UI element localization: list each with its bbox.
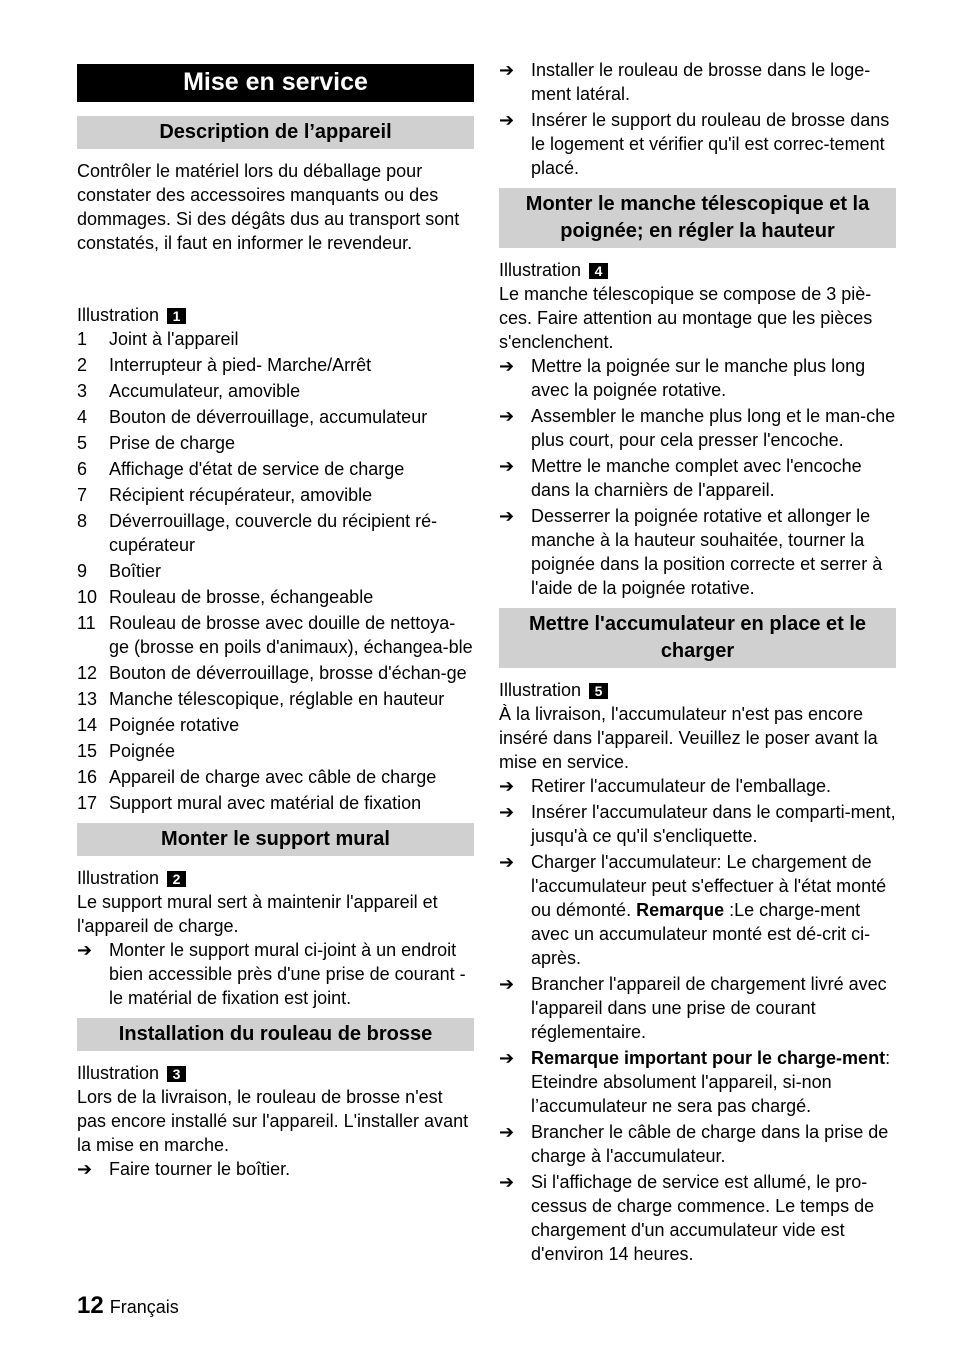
list-item: ➔ Mettre la poignée sur le manche plus long avec la poignée rotative. [499, 356, 866, 400]
arrow-right-icon: ➔ [499, 1172, 515, 1192]
arrow-right-icon: ➔ [499, 506, 515, 526]
arrow-right-icon: ➔ [499, 1048, 515, 1068]
left-column [77, 58, 474, 1183]
list-item: ➔ Brancher l'appareil de chargement livré avec l'appareil dans une prise de courant réglementaire. [499, 974, 887, 1042]
list-item: ➔ Mettre le manche complet avec l'encoche dans la charnièrs de l'appareil. [499, 456, 862, 500]
list-item: 11 Rouleau de brosse avec douille de nettoya-ge (brosse en poils d'animaux), échangea-ble [77, 613, 473, 657]
arrow-right-icon: ➔ [77, 940, 93, 960]
illustration-number: 3 [167, 1066, 186, 1082]
brush-roller-steps-continued [499, 58, 896, 180]
list-item: ➔ Insérer le support du rouleau de brosse dans le logement et vérifier qu'il est correc-tement placé. [499, 110, 890, 178]
arrow-right-icon: ➔ [499, 456, 515, 476]
list-item: 2 Interrupteur à pied- Marche/Arrêt [77, 355, 372, 375]
description-text: Contrôler le matériel lors du déballage pour constater des accessoires manquants ou des dommages. Si des dégâts dus au transport sont constatés, il faut en informer le revendeur. [77, 161, 460, 253]
list-item: ➔ Monter le support mural ci-joint à un endroit bien accessible près d'une prise de courant - le matérial de fixation est joint. [77, 940, 466, 1008]
list-item: ➔ Installer le rouleau de brosse dans le loge-ment latéral. [499, 60, 871, 104]
list-item: ➔ Charger l'accumulateur: Le chargement de l'accumulateur peut s'effectuer à l'état monté ou démonté. Remarque :Le charge-ment avec un accumulateur monté est dé-crit ci-après. [499, 852, 887, 968]
list-item: ➔ Brancher le câble de charge dans la prise de charge à l'accumulateur. [499, 1122, 889, 1166]
section-heading-battery: Mettre l'accumulateur en place et le charger [499, 608, 896, 668]
section-heading-description: Description de l’appareil [77, 116, 474, 149]
arrow-right-icon: ➔ [499, 802, 515, 822]
list-item: ➔ Desserrer la poignée rotative et allonger le manche à la hauteur souhaitée, tourner la poignée dans la position correcte et serrer à l'aide de la poignée rotative. [499, 506, 883, 598]
page-number: 12 [77, 1292, 104, 1319]
arrow-right-icon: ➔ [499, 776, 515, 796]
list-item: 1 Joint à l'appareil [77, 329, 239, 349]
illustration-ref: Illustration 2 [77, 866, 474, 890]
arrow-right-icon: ➔ [499, 110, 515, 130]
list-item: ➔ Assembler le manche plus long et le man-che plus court, pour cela presser l'encoche. [499, 406, 896, 450]
illustration-ref: Illustration 4 [499, 258, 896, 282]
illustration-number: 1 [167, 308, 186, 324]
page-title: Mise en service [77, 64, 474, 102]
arrow-right-icon: ➔ [499, 974, 515, 994]
telescopic-handle-text: Le manche télescopique se compose de 3 piè-ces. Faire attention au montage que les pièces s'enclenchent. [499, 284, 873, 352]
wall-mount-steps [77, 938, 474, 1010]
list-item: 17 Support mural avec matérial de fixation [77, 793, 422, 813]
parts-list [77, 327, 474, 815]
battery-steps [499, 774, 896, 1266]
list-item: ➔ Si l'affichage de service est allumé, le pro-cessus de charge commence. Le temps de chargement d'un accumulateur vide est d'environ 14 heures. [499, 1172, 875, 1264]
list-item: ➔ Insérer l'accumulateur dans le comparti-ment, jusqu'à ce qu'il s'encliquette. [499, 802, 896, 846]
list-item: 7 Récipient récupérateur, amovible [77, 485, 373, 505]
arrow-right-icon: ➔ [499, 356, 515, 376]
list-item: 5 Prise de charge [77, 433, 236, 453]
wall-mount-text: Le support mural sert à maintenir l'appareil et l'appareil de charge. [77, 892, 438, 936]
arrow-right-icon: ➔ [499, 60, 515, 80]
section-heading-wall-mount: Monter le support mural [77, 823, 474, 856]
list-item: 13 Manche télescopique, réglable en hauteur [77, 689, 445, 709]
illustration-number: 2 [167, 871, 186, 887]
page-footer [77, 1292, 179, 1321]
section-heading-telescopic-handle: Monter le manche télescopique et la poignée; en régler la hauteur [499, 188, 896, 248]
battery-text: À la livraison, l'accumulateur n'est pas encore inséré dans l'appareil. Veuillez le poser avant la mise en service. [499, 704, 878, 772]
list-item: 12 Bouton de déverrouillage, brosse d'échan-ge [77, 663, 467, 683]
list-item: 8 Déverrouillage, couvercle du récipient ré-cupérateur [77, 511, 438, 555]
illustration-number: 5 [589, 683, 608, 699]
illustration-ref: Illustration 3 [77, 1061, 474, 1085]
list-item: ➔ Remarque important pour le charge-ment: Eteindre absolument l'appareil, si-non l’accumulateur ne sera pas chargé. [499, 1048, 891, 1116]
list-item: 15 Poignée [77, 741, 176, 761]
brush-roller-text: Lors de la livraison, le rouleau de brosse n'est pas encore installé sur l'appareil. L'installer avant la mise en marche. [77, 1087, 469, 1155]
arrow-right-icon: ➔ [499, 852, 515, 872]
list-item: ➔ Faire tourner le boîtier. [77, 1159, 291, 1179]
list-item: ➔ Retirer l'accumulateur de l'emballage. [499, 776, 832, 796]
section-heading-brush-roller: Installation du rouleau de brosse [77, 1018, 474, 1051]
brush-roller-steps [77, 1157, 474, 1181]
list-item: 3 Accumulateur, amovible [77, 381, 301, 401]
list-item: 6 Affichage d'état de service de charge [77, 459, 405, 479]
list-item: 16 Appareil de charge avec câble de charge [77, 767, 437, 787]
right-column [499, 58, 896, 1268]
list-item: 4 Bouton de déverrouillage, accumulateur [77, 407, 428, 427]
arrow-right-icon: ➔ [499, 406, 515, 426]
arrow-right-icon: ➔ [499, 1122, 515, 1142]
arrow-right-icon: ➔ [77, 1159, 93, 1179]
list-item: 9 Boîtier [77, 561, 162, 581]
footer-language: Français [109, 1297, 179, 1317]
list-item: 14 Poignée rotative [77, 715, 240, 735]
illustration-ref: Illustration 1 [77, 303, 474, 327]
illustration-ref: Illustration 5 [499, 678, 896, 702]
telescopic-handle-steps [499, 354, 896, 600]
illustration-number: 4 [589, 263, 608, 279]
list-item: 10 Rouleau de brosse, échangeable [77, 587, 374, 607]
